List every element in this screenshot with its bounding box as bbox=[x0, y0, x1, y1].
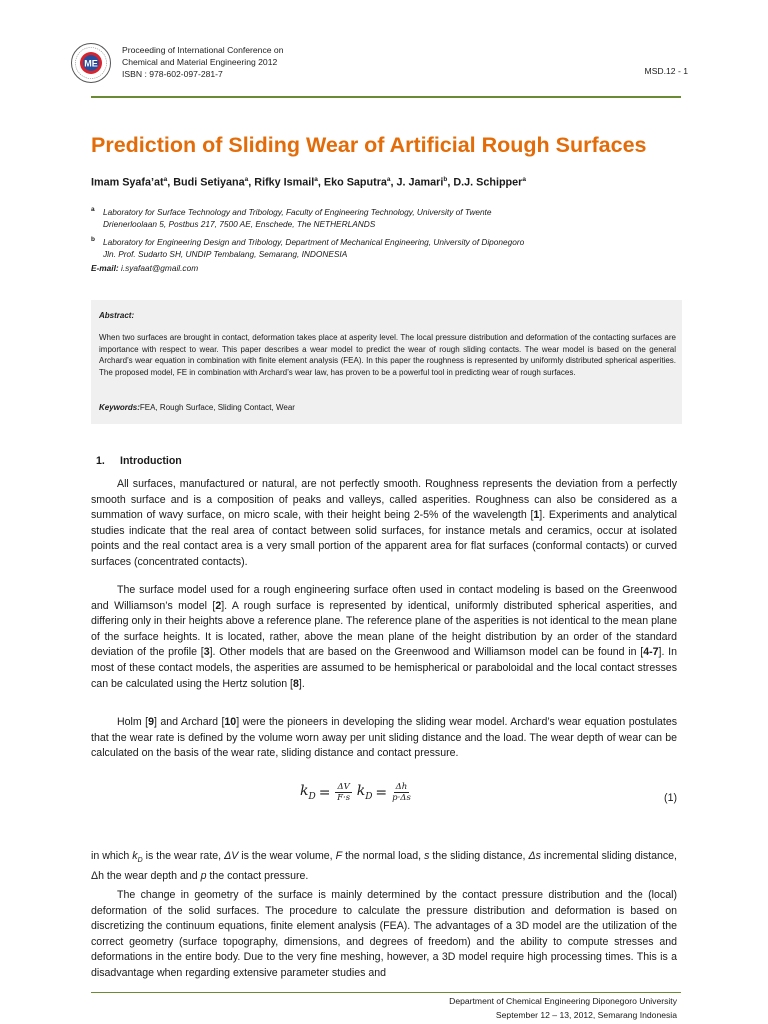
variable: F bbox=[335, 850, 343, 862]
paragraph-1 bbox=[91, 477, 677, 571]
affiliation-b bbox=[91, 237, 524, 260]
eq-symbol: k bbox=[300, 783, 309, 800]
eq-denominator: p·Δs bbox=[392, 793, 411, 803]
variable-subscript: D bbox=[137, 857, 143, 865]
isbn: ISBN : 978-602-097-281-7 bbox=[122, 69, 223, 79]
author: Rifky Ismail bbox=[254, 176, 315, 189]
eq-denominator: F·s bbox=[337, 793, 351, 803]
equation-number: (1) bbox=[664, 792, 677, 804]
page-id: MSD.12 - 1 bbox=[644, 66, 688, 76]
text-run: ] and Archard [ bbox=[154, 716, 225, 728]
author-email bbox=[91, 263, 198, 273]
footer-date: September 12 – 13, 2012, Semarang Indonesia bbox=[495, 1010, 677, 1020]
section-number: 1. bbox=[96, 455, 105, 467]
conference-header bbox=[122, 44, 283, 80]
variable: Δs bbox=[528, 850, 541, 862]
text-run: ]. Experiments and analytical studies indicate that the real area of contact between solid surfaces, for instance metals and ceramics, occur at isolated points and the real contact area is a very small portion of the apparent area for flat surfaces (conformal contacts) or curved surfaces (concentrated contacts). bbox=[91, 509, 678, 568]
citation-link[interactable]: 3 bbox=[203, 646, 210, 659]
affiliation-line: Jln. Prof. Sudarto SH, UNDIP Tembalang, Semarang, INDONESIA bbox=[103, 248, 348, 259]
text-run: ]. In most of these contact models, the asperities are assumed to be hemispherical or paraboloidal and the local contact stresses can be calculated using the Hertz solution [ bbox=[91, 646, 677, 690]
citation-link[interactable]: 4-7 bbox=[643, 646, 659, 659]
author: D.J. Schipper bbox=[453, 176, 523, 189]
text-run: ]. Other models that are based on the Greenwood and Williamson model can be found in [ bbox=[209, 646, 644, 659]
affiliation-line: Drienerloolaan 5, Postbus 217, 7500 AE, Enschede, The NETHERLANDS bbox=[103, 218, 376, 229]
affiliation-a bbox=[91, 207, 491, 230]
keywords bbox=[99, 403, 295, 412]
author-mark: a bbox=[163, 176, 168, 183]
text-run: is the wear rate, bbox=[142, 850, 225, 862]
citation-link[interactable]: 8 bbox=[293, 677, 299, 690]
variable: s bbox=[424, 850, 430, 862]
citation-link[interactable]: 1 bbox=[533, 509, 540, 522]
paragraph-2 bbox=[91, 583, 677, 692]
affiliation-line: Laboratory for Engineering Design and Tribology, Department of Mechanical Engineering, University of Diponegoro bbox=[103, 237, 525, 247]
header-rule bbox=[91, 96, 681, 98]
email-link[interactable]: i.syafaat@gmail.com bbox=[120, 263, 199, 273]
author-mark: b bbox=[443, 176, 448, 183]
eq-numerator: ΔV bbox=[337, 782, 350, 792]
text-run: is the wear volume, bbox=[238, 850, 336, 862]
section-title: Introduction bbox=[120, 455, 182, 467]
text-run: All surfaces, manufactured or natural, are not perfectly smooth. Roughness represents the deviation from a perfectly smooth surface and is a composition of peaks and valleys, called asperities. Roughness can also be considered as a summation of wavy surface, on micro scale, with their height being 2-5% of the wavelength [ bbox=[91, 478, 677, 522]
eq-subscript: D bbox=[365, 791, 373, 802]
logo-lettering: ME bbox=[84, 58, 98, 69]
eq-symbol: k bbox=[356, 783, 366, 800]
affiliation-mark: a bbox=[91, 206, 95, 213]
footer-rule bbox=[91, 992, 681, 993]
author-mark: a bbox=[386, 176, 391, 183]
variable: ΔV bbox=[224, 850, 239, 862]
text-run: ]. bbox=[298, 677, 305, 690]
eq-fraction bbox=[335, 782, 351, 803]
paper-title: Prediction of Sliding Wear of Artificial Rough Surfaces bbox=[91, 133, 647, 157]
affiliation-line: Laboratory for Surface Technology and Tribology, Faculty of Engineering Technology, University of Twente bbox=[103, 207, 492, 217]
conference-line-2: Chemical and Material Engineering 2012 bbox=[122, 57, 278, 67]
text-run: The surface model used for a rough engineering surface often used in contact modeling is based on the Greenwood and Williamson’s model [ bbox=[91, 584, 677, 612]
keywords-label: Keywords: bbox=[99, 403, 140, 412]
author-list: Imam $Syafa’at^a$, Budi Setiyana$^a$, Rifky Ismail$^a$, Eko Saputra$^a$, J. Jamari$^b$, D.J. Schipper$^a$ bbox=[91, 176, 526, 189]
eq-numerator: Δh bbox=[395, 782, 408, 792]
section-heading bbox=[96, 455, 182, 467]
author: Eko Saputra bbox=[323, 176, 387, 189]
conference-logo bbox=[70, 42, 112, 84]
eq-subscript: D bbox=[308, 791, 316, 802]
abstract-heading: Abstract: bbox=[99, 311, 135, 320]
keywords-list: FEA, Rough Surface, Sliding Contact, Wear bbox=[139, 403, 295, 412]
citation-link[interactable]: 9 bbox=[148, 716, 155, 728]
affiliation-mark: b bbox=[91, 236, 95, 243]
text-run: incremental sliding distance, Δh the wear depth and bbox=[91, 850, 678, 882]
text-run: the sliding distance, bbox=[429, 850, 529, 862]
author: Budi Setiyana bbox=[173, 176, 245, 189]
variable: p bbox=[200, 869, 207, 882]
paragraph-5 bbox=[91, 888, 677, 982]
eq-equals: = bbox=[375, 784, 388, 801]
author-mark: a bbox=[244, 176, 249, 183]
text-run: Holm [ bbox=[117, 716, 149, 728]
text-run: the normal load, bbox=[342, 850, 425, 862]
abstract-text: When two surfaces are brought in contact, deformation takes place at asperity level. The local pressure distribution and deformation of the contacting surfaces are importance with respect to wear. This paper describes a wear model to predict the wear of rough sliding contacts. The wear model is based on the general Archard’s wear equation in combination with finite element analysis (FEA). In this paper the roughness is represented by uniformly distributed spherical asperities. The proposed model, FE in combination with Archard’s wear law, has proven to be a powerful tool in predicting wear of rough surfaces. bbox=[99, 333, 676, 377]
author: Imam Syafa’at bbox=[91, 176, 164, 189]
footer-department: Department of Chemical Engineering Diponegoro University bbox=[449, 996, 677, 1006]
citation-link[interactable]: 2 bbox=[215, 599, 222, 612]
text-run: in which bbox=[91, 850, 133, 862]
citation-link[interactable]: 10 bbox=[224, 716, 237, 728]
email-label: E-mail: bbox=[91, 263, 119, 273]
equation-1 bbox=[300, 782, 413, 803]
author: J. Jamari bbox=[396, 176, 444, 189]
author-mark: a bbox=[522, 176, 526, 183]
text-run: The change in geometry of the surface is mainly determined by the contact pressure distribution and the (local) deformation of the solid surfaces. The procedure to calculate the pressure distribution and deformation is based on discretizing the continuum equations, finite element analysis (FEA). The advantages of a 3D model are the utilization of the correct geometry (surface topography, dimensions, and degrees of freedom) and the ability to compute stresses and deformations in the entire body. Due to the very fine meshing, however, a 3D model require high processing times. This is a disadvantage when regarding extensive parameter studies and bbox=[91, 889, 677, 979]
eq-fraction bbox=[392, 782, 411, 803]
eq-equals: = bbox=[318, 784, 331, 801]
variable: k bbox=[132, 850, 138, 862]
text-run: ]. A rough surface is represented by identical, uniformly distributed spherical asperities, and differing only in their heights above a reference plane. The reference plane of the asperities is not identical to the mean plane of the surface heights. It is located, rather, above the mean plane of the height distribution by an order of the standard deviation of the profile [ bbox=[91, 599, 677, 659]
text-run: the contact pressure. bbox=[206, 869, 309, 882]
conference-line-1: Proceeding of International Conference on bbox=[122, 45, 284, 55]
equation-explanation bbox=[91, 849, 677, 884]
author-mark: a bbox=[314, 176, 318, 183]
paragraph-3 bbox=[91, 715, 677, 762]
text-run: ] were the pioneers in developing the sliding wear model. Archard’s wear equation postulates that the wear rate is defined by the volume worn away per unit sliding distance and the load. The wear depth of wear can be calculated on the basis of the wear rate, sliding distance and contact pressure. bbox=[91, 716, 678, 760]
